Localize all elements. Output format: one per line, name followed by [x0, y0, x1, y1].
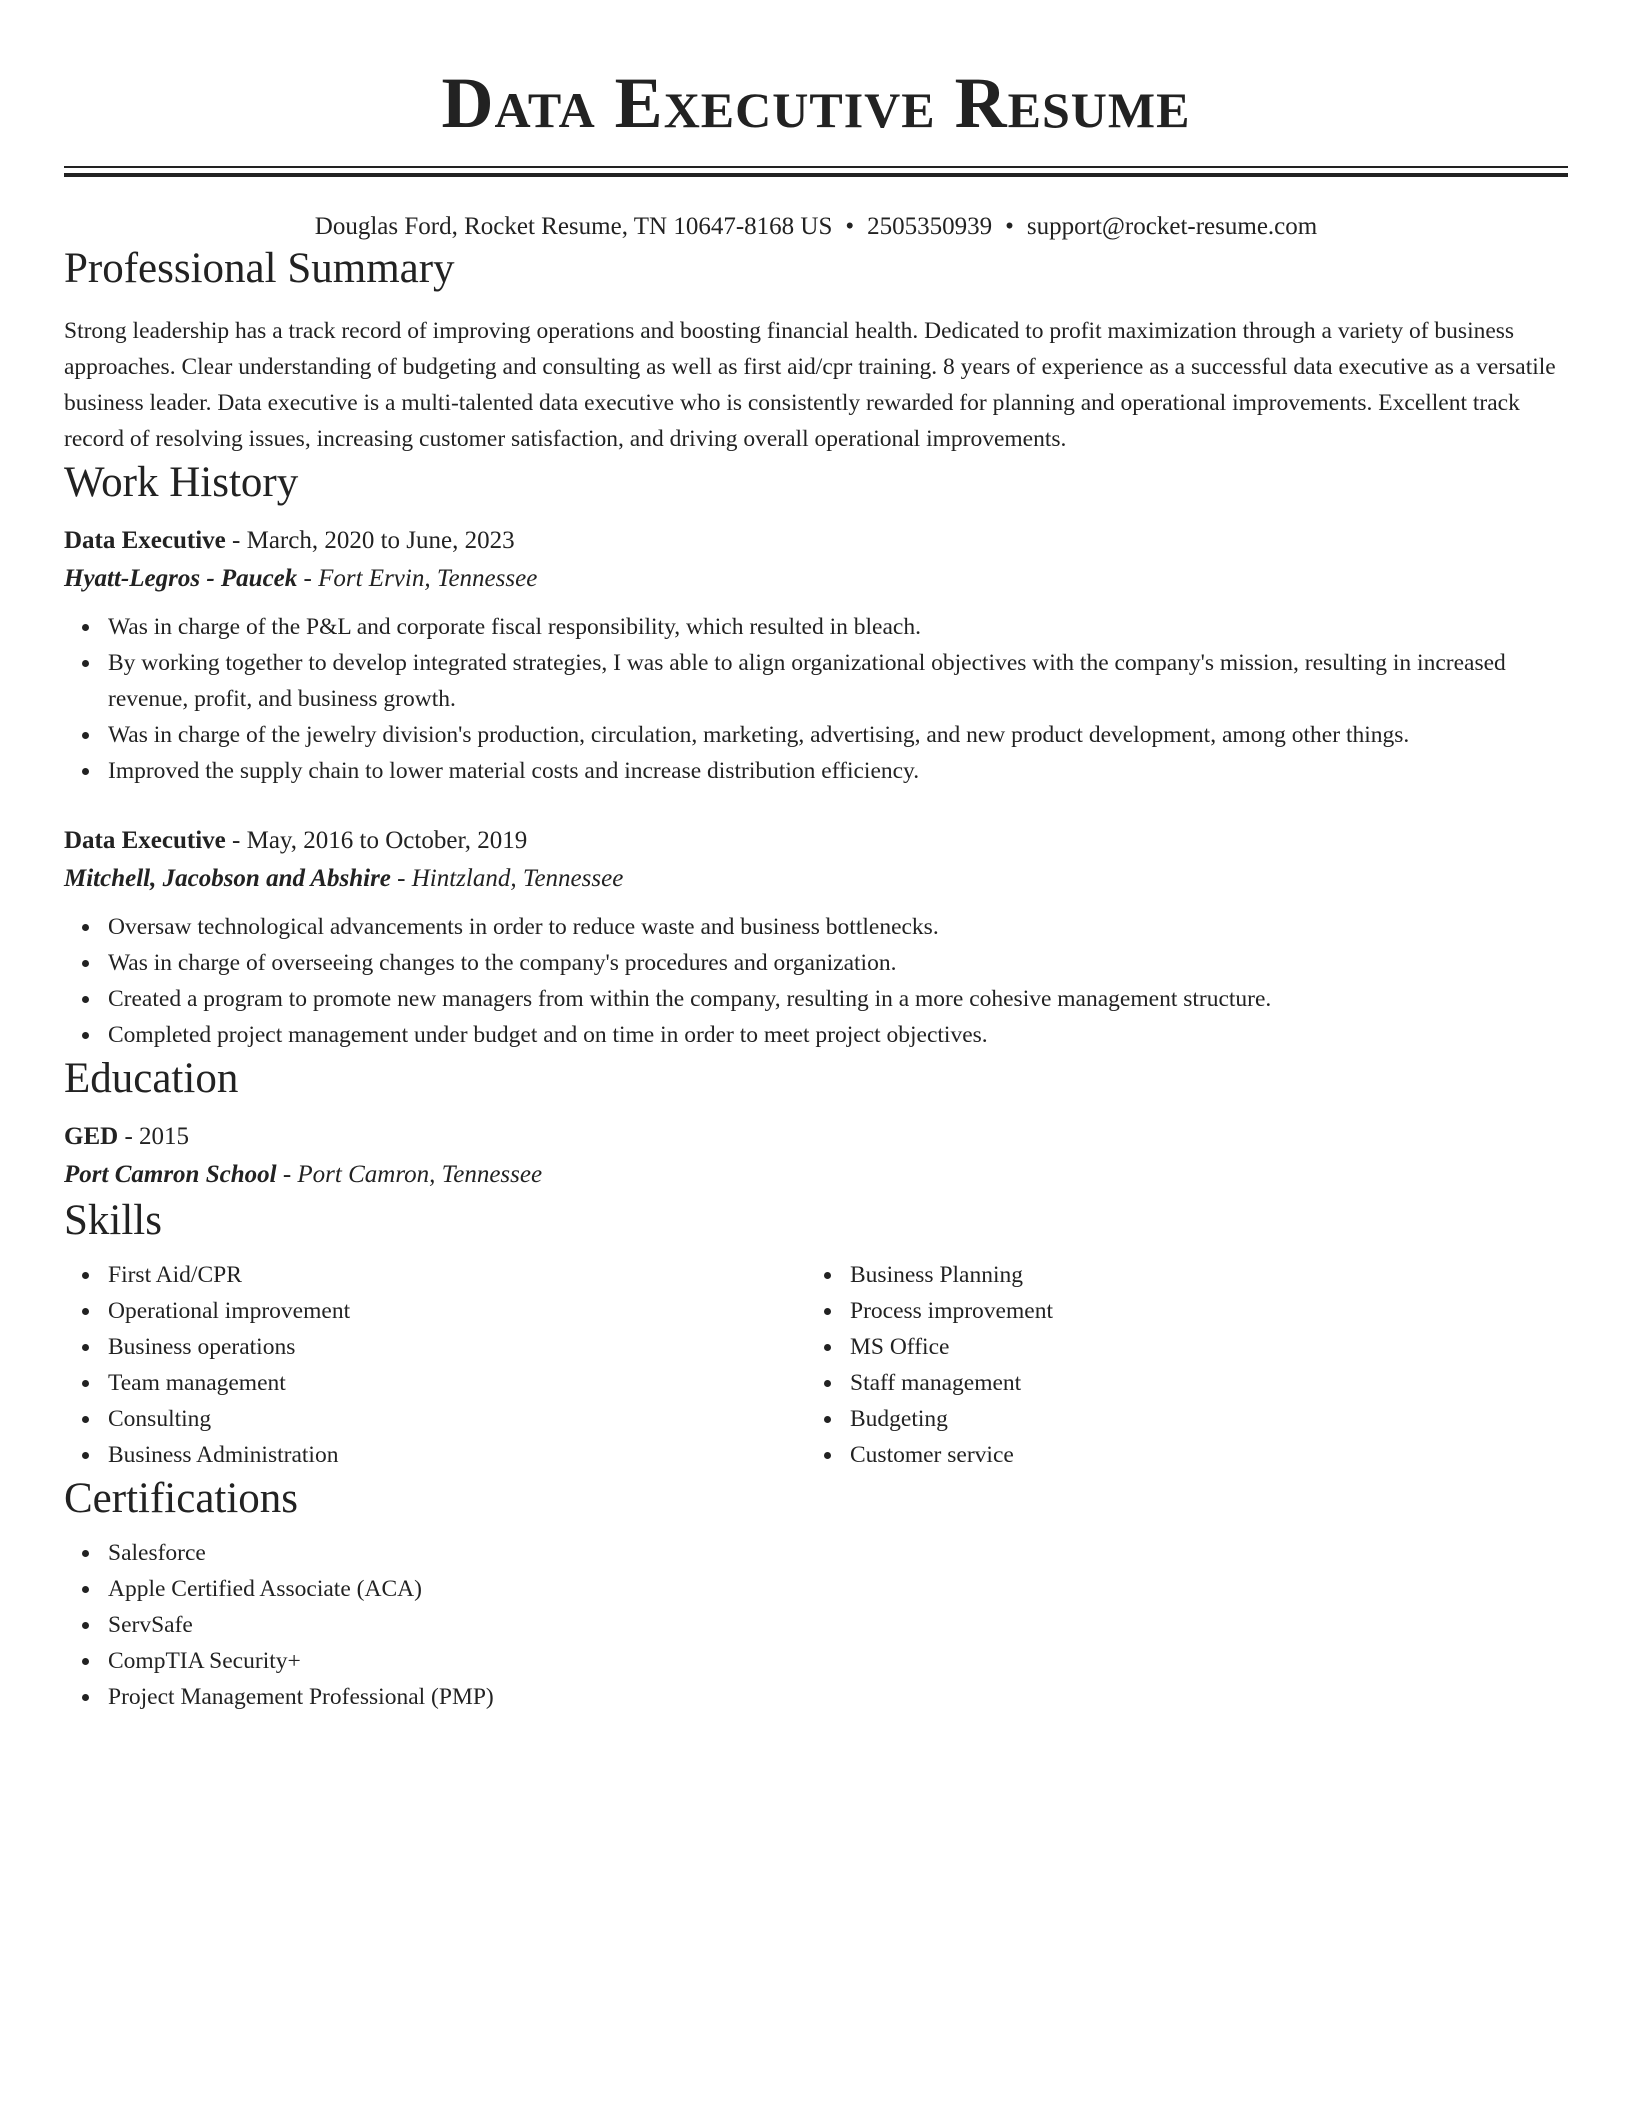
skill-item: Customer service — [850, 1437, 1548, 1473]
skill-item: MS Office — [850, 1329, 1548, 1365]
skills-columns — [64, 1257, 1568, 1473]
certification-item: Project Management Professional (PMP) — [108, 1679, 1568, 1715]
job-bullet: Completed project management under budget and on time in order to meet project objectives. — [108, 1017, 1568, 1053]
job-bullet: Improved the supply chain to lower material costs and increase distribution efficiency. — [108, 753, 1568, 789]
job-company: Mitchell, Jacobson and Abshire — [64, 865, 391, 892]
title-divider — [64, 166, 1568, 177]
skill-item: Consulting — [108, 1401, 806, 1437]
job-title-line: Data Executive - May, 2016 to October, 2019 — [64, 827, 528, 854]
certification-item: CompTIA Security+ — [108, 1643, 1568, 1679]
contact-phone: 2505350939 — [867, 213, 993, 240]
education-entry — [64, 1119, 1568, 1195]
job-bullet-list — [64, 609, 1568, 789]
contact-line — [64, 211, 1568, 243]
skills-heading: Skills — [64, 1197, 162, 1244]
job-company-line: Mitchell, Jacobson and Abshire - Hintzland, Tennessee — [64, 865, 624, 892]
skill-item: Operational improvement — [108, 1293, 806, 1329]
education-degree-line: GED - 2015 — [64, 1123, 190, 1150]
job-role: Data Executive — [64, 527, 226, 554]
resume-title: Data Executive Resume — [441, 63, 1191, 143]
certifications-list — [64, 1535, 1568, 1715]
skill-item: Staff management — [850, 1365, 1548, 1401]
summary-text: Strong leadership has a track record of improving operations and boosting financial health. Dedicated to profit maximization through a variety of business approaches. Clear understanding of budgeting and consulting as well as first aid/cpr training. 8 years of experience as a successful data executive as a versatile business leader. Data executive is a multi-talented data executive who is consistently rewarded for planning and operational improvements. Excellent track record of resolving issues, increasing customer satisfaction, and driving overall operational improvements. — [64, 318, 1556, 452]
certification-item: Apple Certified Associate (ACA) — [108, 1571, 1568, 1607]
skill-item: First Aid/CPR — [108, 1257, 806, 1293]
job-entry — [64, 823, 1568, 1053]
certification-item: Salesforce — [108, 1535, 1568, 1571]
skill-item: Business Planning — [850, 1257, 1548, 1293]
education-heading: Education — [64, 1055, 239, 1102]
job-role: Data Executive — [64, 827, 226, 854]
job-title-line: Data Executive - March, 2020 to June, 2023 — [64, 527, 515, 554]
education-school-line: Port Camron School - Port Camron, Tennessee — [64, 1161, 543, 1188]
education-location: Port Camron, Tennessee — [297, 1161, 543, 1188]
job-company: Hyatt-Legros - Paucek — [64, 565, 298, 592]
job-bullet: Oversaw technological advancements in order to reduce waste and business bottlenecks. — [108, 909, 1568, 945]
work-history-heading: Work History — [64, 459, 299, 506]
certifications-heading: Certifications — [64, 1475, 299, 1522]
job-bullet-list — [64, 909, 1568, 1053]
skill-item: Budgeting — [850, 1401, 1548, 1437]
skill-item: Business Administration — [108, 1437, 806, 1473]
skill-item: Business operations — [108, 1329, 806, 1365]
job-location: Fort Ervin, Tennessee — [318, 565, 538, 592]
skill-item: Team management — [108, 1365, 806, 1401]
education-year: 2015 — [139, 1123, 190, 1150]
job-location: Hintzland, Tennessee — [411, 865, 624, 892]
job-bullet: Was in charge of the P&L and corporate fiscal responsibility, which resulted in bleach. — [108, 609, 1568, 645]
contact-separator: • — [845, 213, 855, 240]
skills-list-left — [64, 1257, 806, 1473]
contact-email: support@rocket-resume.com — [1026, 213, 1318, 240]
education-school: Port Camron School — [64, 1161, 277, 1188]
education-degree: GED — [64, 1123, 119, 1150]
job-entry — [64, 523, 1568, 789]
job-bullet: Created a program to promote new managers from within the company, resulting in a more cohesive management structure. — [108, 981, 1568, 1017]
job-bullet: Was in charge of overseeing changes to the company's procedures and organization. — [108, 945, 1568, 981]
job-bullet: Was in charge of the jewelry division's production, circulation, marketing, advertising, and new product development, among other things. — [108, 717, 1568, 753]
summary-heading: Professional Summary — [64, 245, 455, 292]
certification-item: ServSafe — [108, 1607, 1568, 1643]
skill-item: Process improvement — [850, 1293, 1548, 1329]
contact-address: Douglas Ford, Rocket Resume, TN 10647-8168 US — [314, 213, 833, 240]
job-dates: March, 2020 to June, 2023 — [246, 527, 515, 554]
job-dates: May, 2016 to October, 2019 — [246, 827, 528, 854]
contact-separator: • — [1005, 213, 1014, 240]
job-company-line: Hyatt-Legros - Paucek - Fort Ervin, Tennessee — [64, 565, 538, 592]
skills-list-right — [806, 1257, 1548, 1473]
job-bullet: By working together to develop integrated strategies, I was able to align organizational objectives with the company's mission, resulting in increased revenue, profit, and business growth. — [108, 645, 1568, 717]
